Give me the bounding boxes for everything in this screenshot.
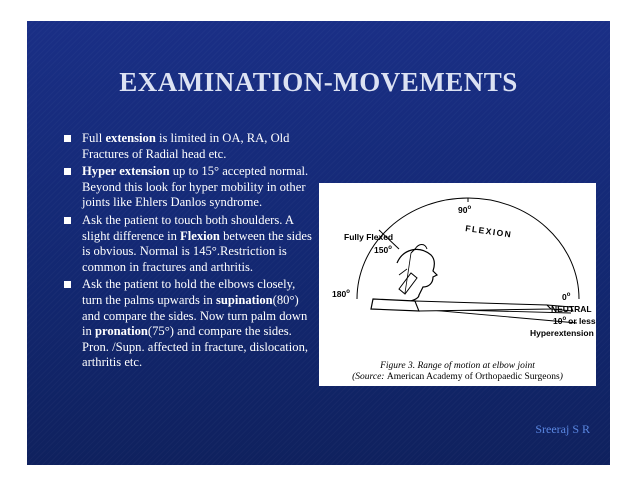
upper-arm	[371, 299, 419, 311]
head-outline	[397, 249, 437, 301]
label-180: 180$^o$	[332, 289, 350, 299]
elbow-range-of-motion-figure	[319, 183, 596, 386]
keyword: supination	[215, 292, 273, 307]
slide-title: EXAMINATION-MOVEMENTS	[119, 67, 518, 97]
label-90: 90$^o$	[458, 205, 472, 215]
bullet-item: Ask the patient to hold the elbows closely, turn the palms upwards in supination(80°) and compare the sides. Now turn palm down in pronation(75°) and compare the sides. Pron. /Supn. affected in fracture, dislocation, arthritis etc.	[63, 277, 318, 371]
label-flexion: FLEXION	[464, 223, 513, 240]
hair-outline	[411, 245, 427, 254]
small-arrow	[399, 269, 407, 275]
bullet-item: Full extension is limited in OA, RA, Old Fractures of Radial head etc.	[63, 131, 318, 162]
square-bullet-icon	[64, 281, 71, 288]
keyword: pronation	[94, 324, 148, 339]
figure-source: (Source: American Academy of Orthopaedic Surgeons)	[352, 372, 563, 382]
square-bullet-icon	[64, 168, 71, 175]
label-150: 150$^o$	[374, 245, 392, 255]
forearm-extended	[415, 301, 551, 311]
bullet-item: Ask the patient to touch both shoulders. A slight difference in Flexion between the sides is obvious. Normal is 145°.Restriction is common in fractures and arthritis.	[63, 213, 318, 275]
keyword: Hyper extension	[82, 164, 170, 179]
author-credit: Sreeraj S R	[535, 422, 590, 436]
bullet-list	[63, 131, 318, 373]
elbow-diagram	[319, 183, 596, 386]
square-bullet-icon	[64, 135, 71, 142]
figure-caption: Figure 3. Range of motion at elbow joint (Source: American Academy of Orthopaedic Surgeons)	[319, 361, 596, 383]
label-neutral: NEUTRAL	[551, 304, 592, 314]
slide-background	[27, 21, 610, 465]
label-0: 0$^o$	[562, 292, 571, 302]
label-10-or-less: 10$^o$ or less	[553, 316, 596, 326]
square-bullet-icon	[64, 217, 71, 224]
bullet-item: Hyper extension up to 15° accepted normal. Beyond this look for hyper mobility in other joints like Ehlers Danlos syndrome.	[63, 164, 318, 211]
label-fully-flexed: Fully Flexed	[344, 232, 394, 242]
keyword: extension	[105, 131, 156, 145]
keyword: Flexion	[180, 228, 220, 243]
forearm-flexed	[399, 273, 417, 294]
label-hyperextension: Hyperextension	[530, 328, 594, 338]
